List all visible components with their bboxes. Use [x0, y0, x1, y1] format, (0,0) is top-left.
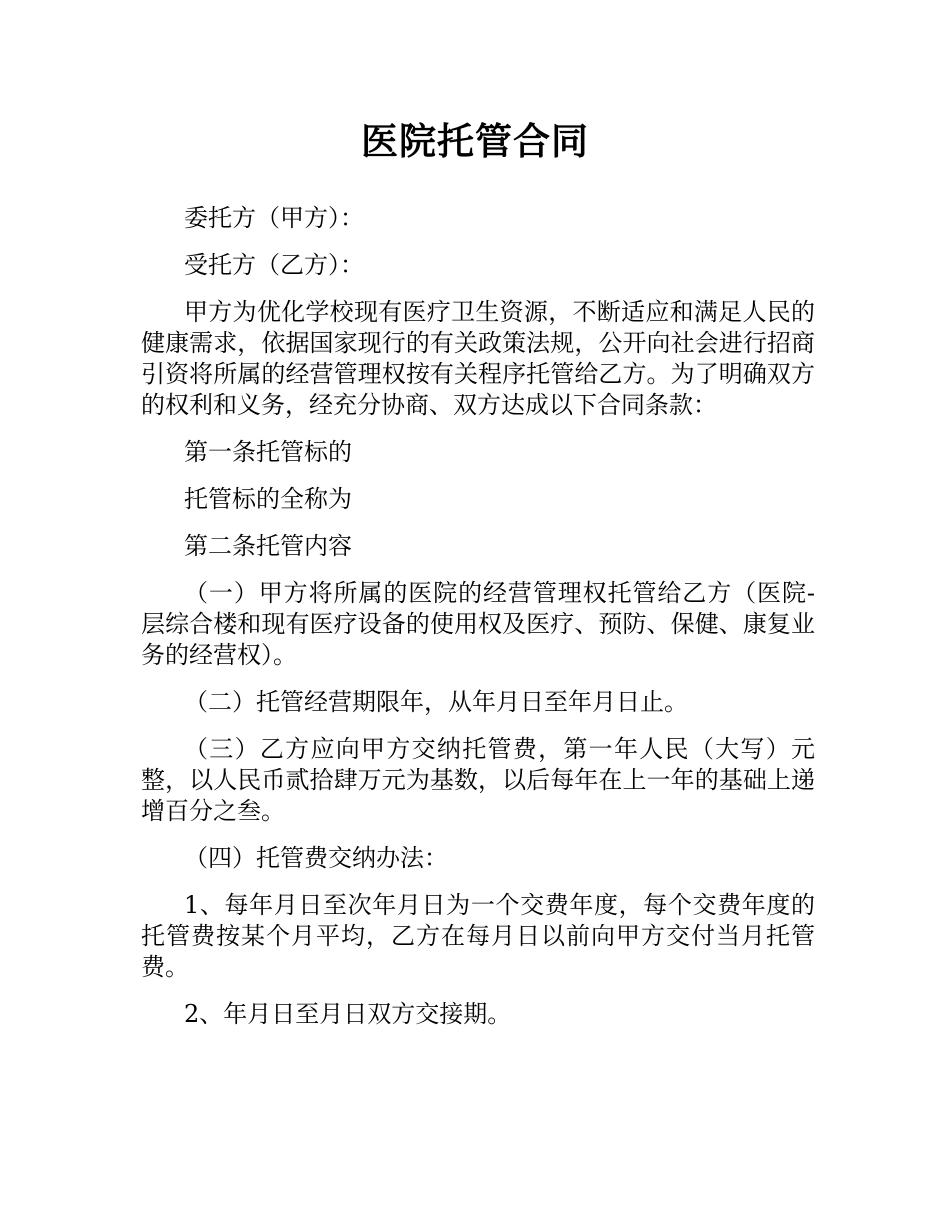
clause-4-paragraph: （四）托管费交纳办法：	[184, 844, 448, 872]
article-1-text: 托管标的全称为	[184, 485, 352, 513]
party-b-line: 受托方（乙方）：	[184, 251, 364, 279]
clause-3-paragraph: （三）乙方应向甲方交纳托管费，第一年人民（大写）元整，以人民币贰拾肆万元为基数，以后每年在上一年的基础上递增百分之叁。	[141, 735, 815, 825]
payment-item-1: 1、每年月日至次年月日为一个交费年度，每个交费年度的托管费按某个月平均，乙方在每月日以前向甲方交付当月托管费。	[141, 891, 815, 981]
clause-2-paragraph: （二）托管经营期限年，从年月日至年月日止。	[184, 688, 688, 716]
article-1-heading: 第一条托管标的	[184, 438, 352, 466]
document-body	[141, 203, 815, 1046]
clause-1-paragraph: （一）甲方将所属的医院的经营管理权托管给乙方（医院-层综合楼和现有医疗设备的使用权及医疗、预防、保健、康复业务的经营权）。	[141, 579, 815, 669]
preamble-paragraph: 甲方为优化学校现有医疗卫生资源，不断适应和满足人民的健康需求，依据国家现行的有关政策法规，公开向社会进行招商引资将所属的经营管理权按有关程序托管给乙方。为了明确双方的权利和义务，经充分协商、双方达成以下合同条款：	[141, 298, 815, 419]
party-a-line: 委托方（甲方）：	[184, 204, 364, 232]
article-2-heading: 第二条托管内容	[184, 532, 352, 560]
payment-item-2: 2、年月日至月日双方交接期。	[184, 1000, 512, 1028]
document-title: 医院托管合同	[361, 120, 589, 163]
